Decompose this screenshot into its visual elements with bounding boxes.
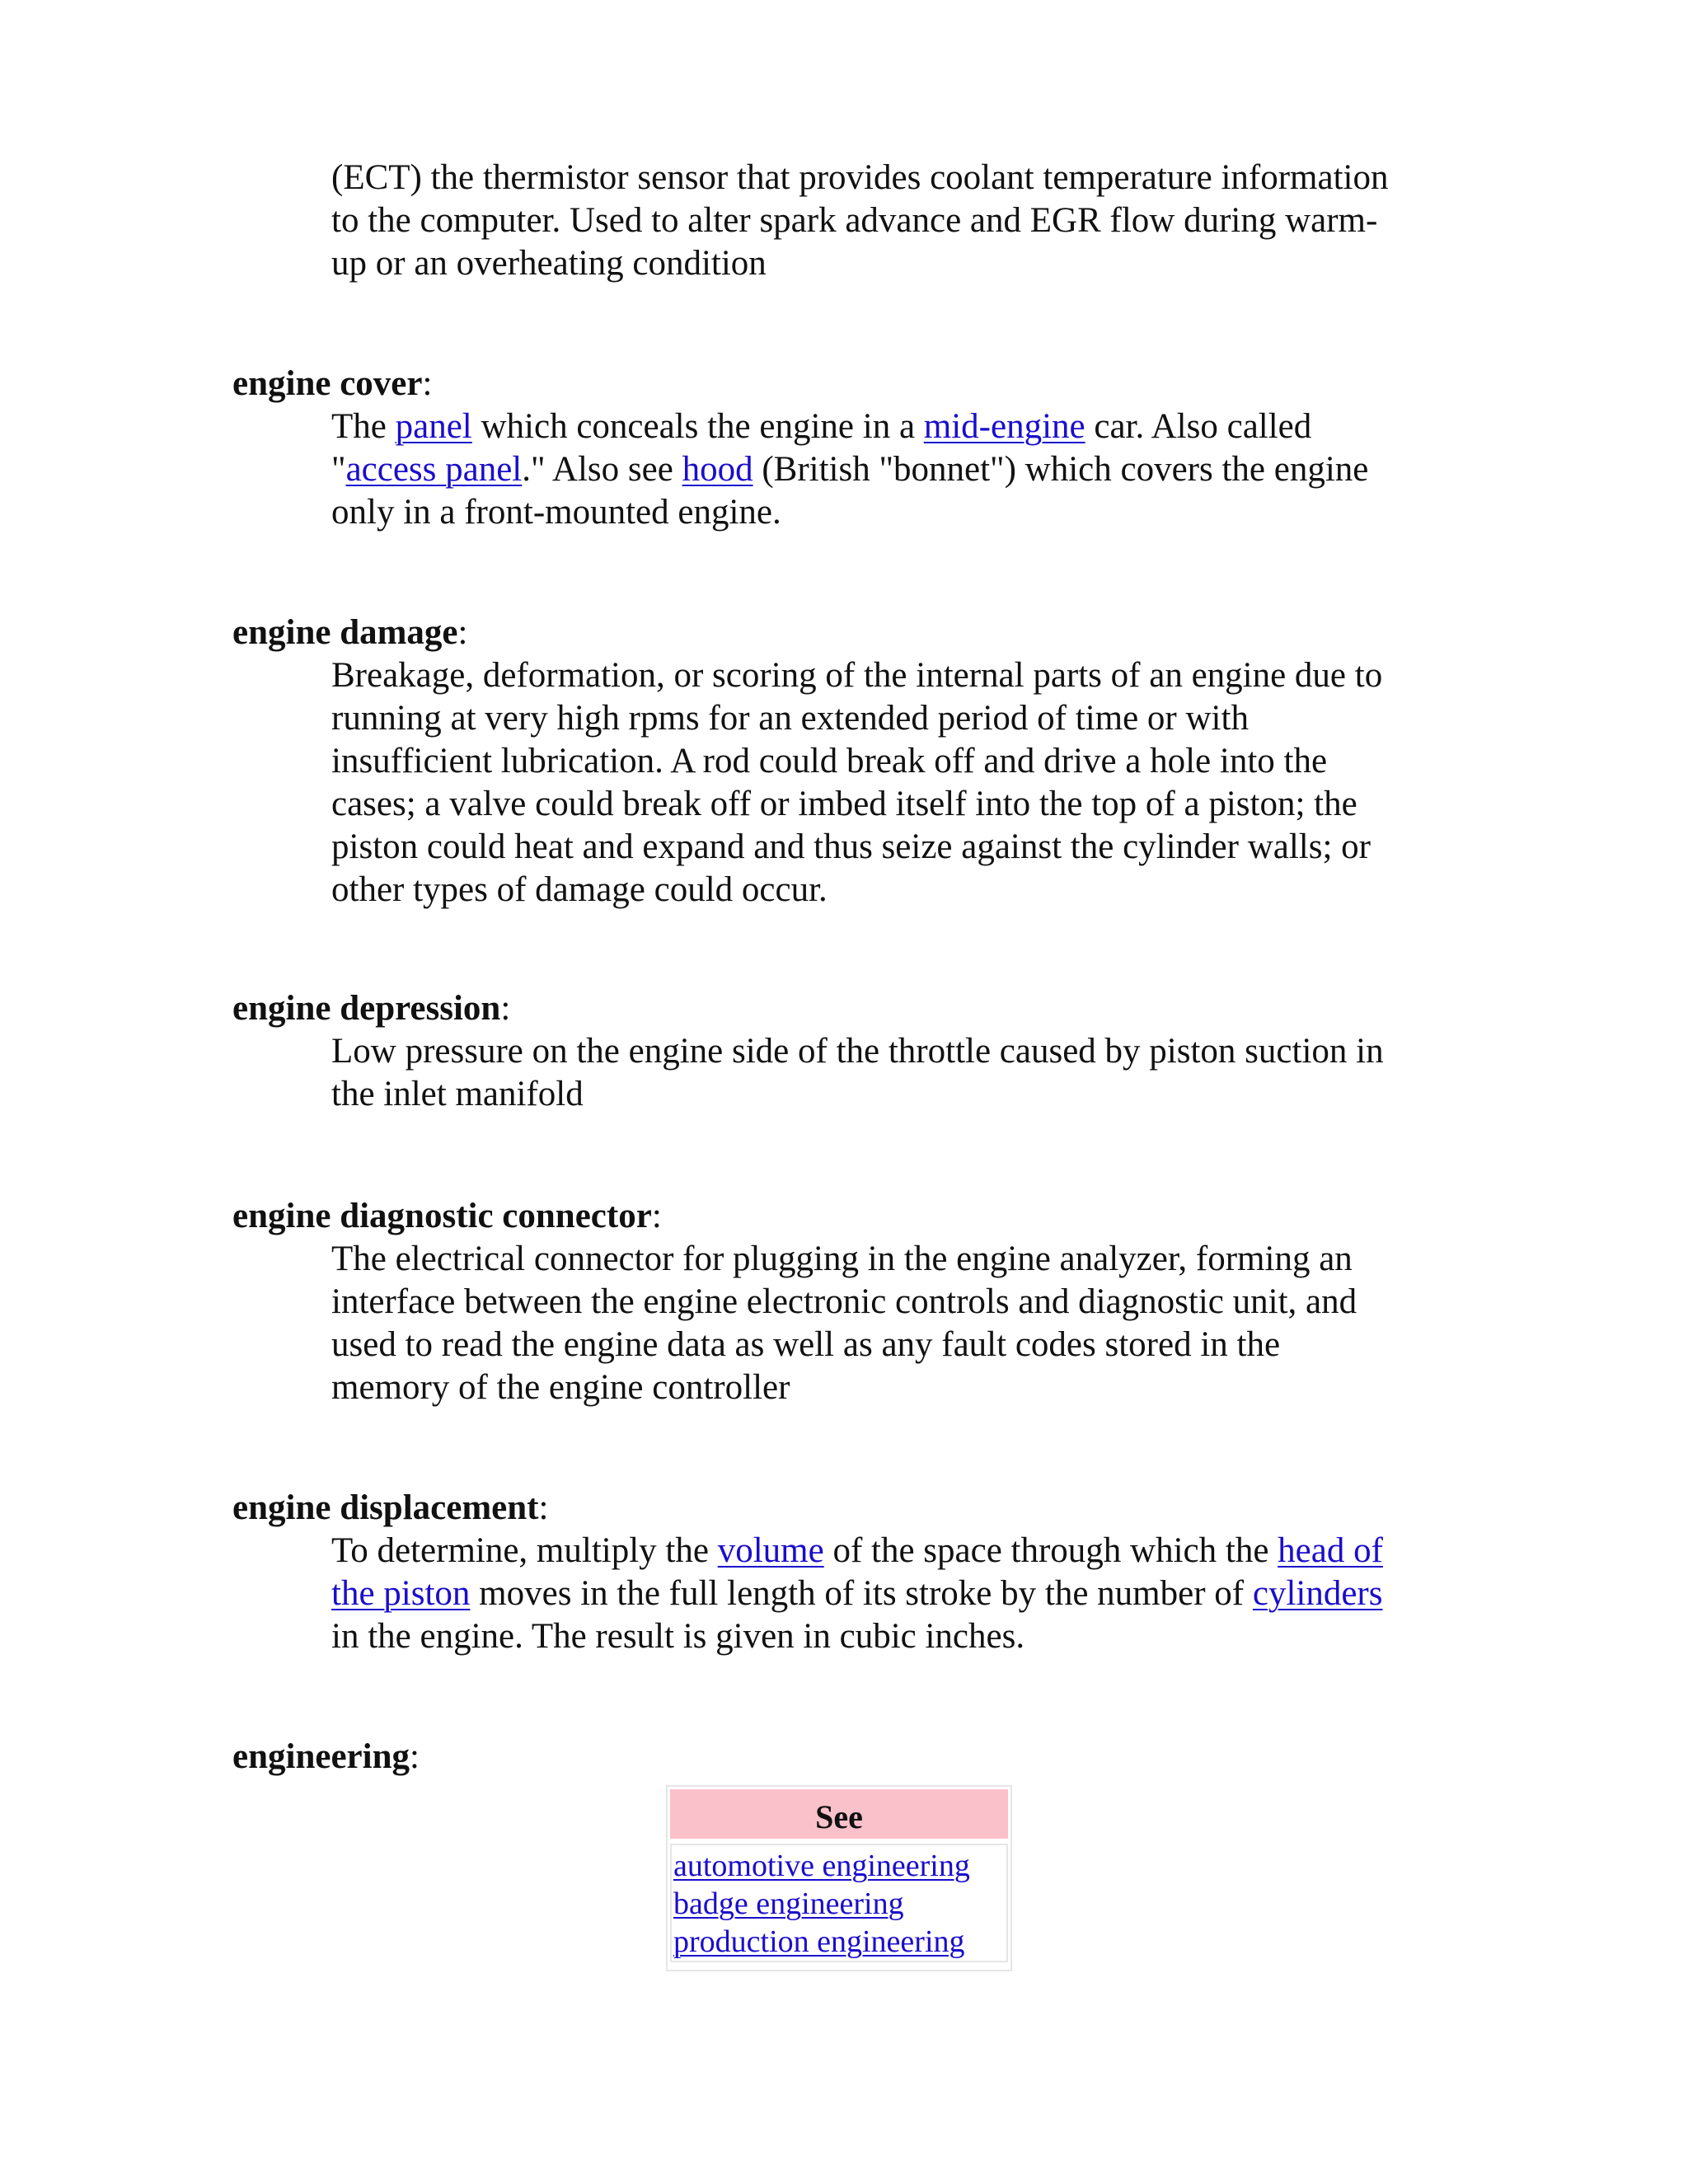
see-also-box bbox=[666, 1785, 1012, 1971]
definition-line: the inlet manifold bbox=[331, 1075, 584, 1113]
term-engine-damage bbox=[232, 612, 467, 654]
definition-line: up or an overheating condition bbox=[331, 244, 767, 283]
link-hood[interactable]: hood bbox=[682, 450, 753, 489]
engine-cover-definition bbox=[331, 405, 1452, 534]
term-colon: : bbox=[457, 613, 468, 652]
definition-line: in the engine. The result is given in cubic inches. bbox=[331, 1617, 1025, 1656]
engine-displacement-definition bbox=[331, 1530, 1452, 1658]
definition-line bbox=[331, 1530, 1452, 1572]
definition-line: memory of the engine controller bbox=[331, 1368, 790, 1407]
term-colon: : bbox=[422, 364, 433, 403]
definition-line: used to read the engine data as well as any fault codes stored in the bbox=[331, 1325, 1281, 1364]
text-run: car. Also called bbox=[1085, 407, 1312, 446]
term-label: engine displacement bbox=[232, 1488, 539, 1527]
definition-line: The electrical connector for plugging in the engine analyzer, forming an bbox=[331, 1240, 1353, 1278]
text-run: ." Also see bbox=[522, 450, 682, 489]
definition-line: (ECT) the thermistor sensor that provides coolant temperature information bbox=[331, 158, 1389, 197]
definition-line: Breakage, deformation, or scoring of the internal parts of an engine due to bbox=[331, 656, 1383, 695]
text-run: of the space through which the bbox=[823, 1531, 1278, 1570]
engine-damage-definition bbox=[331, 654, 1452, 912]
see-also-list bbox=[670, 1844, 1008, 1962]
text-run: The bbox=[331, 407, 396, 446]
see-also-header: See bbox=[670, 1789, 1008, 1839]
term-label: engine damage bbox=[232, 613, 458, 652]
link-automotive-engineering[interactable]: automotive engineering bbox=[673, 1849, 970, 1883]
term-engine-cover bbox=[232, 363, 432, 405]
link-head-of-the-piston[interactable]: head of bbox=[1278, 1531, 1383, 1570]
definition-line: running at very high rpms for an extended period of time or with bbox=[331, 699, 1249, 738]
definition-line bbox=[331, 405, 1452, 448]
definition-line bbox=[331, 448, 1452, 491]
term-label: engine depression bbox=[232, 989, 501, 1028]
engine-diagnostic-connector-definition bbox=[331, 1238, 1452, 1409]
link-cylinders[interactable]: cylinders bbox=[1252, 1574, 1383, 1613]
definition-line: other types of damage could occur. bbox=[331, 870, 828, 909]
term-colon: : bbox=[409, 1737, 420, 1776]
term-colon: : bbox=[500, 989, 511, 1028]
text-run: To determine, multiply the bbox=[331, 1531, 718, 1570]
definition-line: only in a front-mounted engine. bbox=[331, 493, 781, 532]
text-run: moves in the full length of its stroke by the number of bbox=[470, 1574, 1253, 1613]
link-volume[interactable]: volume bbox=[717, 1531, 824, 1570]
definition-line: interface between the engine electronic controls and diagnostic unit, and bbox=[331, 1282, 1357, 1321]
definition-line: cases; a valve could break off or imbed itself into the top of a piston; the bbox=[331, 785, 1357, 823]
term-label: engineering bbox=[232, 1737, 410, 1776]
link-mid-engine[interactable]: mid-engine bbox=[923, 407, 1085, 446]
term-engine-displacement bbox=[232, 1487, 548, 1530]
engine-depression-definition bbox=[331, 1030, 1452, 1116]
term-engine-diagnostic-connector bbox=[232, 1195, 662, 1238]
definition-line: Low pressure on the engine side of the throttle caused by piston suction in bbox=[331, 1032, 1384, 1071]
link-access-panel[interactable]: access panel bbox=[345, 450, 523, 489]
link-production-engineering[interactable]: production engineering bbox=[673, 1924, 965, 1959]
definition-line bbox=[331, 1572, 1452, 1615]
definition-line: to the computer. Used to alter spark advance and EGR flow during warm- bbox=[331, 201, 1378, 240]
link-head-of-the-piston-cont[interactable]: the piston bbox=[331, 1574, 471, 1613]
link-panel[interactable]: panel bbox=[395, 407, 472, 446]
term-label: engine diagnostic connector bbox=[232, 1197, 652, 1235]
definition-line: piston could heat and expand and thus seize against the cylinder walls; or bbox=[331, 827, 1371, 866]
text-run: " bbox=[331, 450, 346, 489]
term-label: engine cover bbox=[232, 364, 423, 403]
text-run: which conceals the engine in a bbox=[471, 407, 924, 446]
term-colon: : bbox=[651, 1197, 662, 1235]
link-badge-engineering[interactable]: badge engineering bbox=[673, 1886, 904, 1921]
term-colon: : bbox=[538, 1488, 549, 1527]
term-engine-depression bbox=[232, 987, 510, 1030]
ect-definition bbox=[331, 157, 1452, 285]
definition-line: insufficient lubrication. A rod could break off and drive a hole into the bbox=[331, 742, 1328, 780]
text-run: (British "bonnet") which covers the engine bbox=[753, 450, 1369, 489]
term-engineering bbox=[232, 1736, 420, 1779]
